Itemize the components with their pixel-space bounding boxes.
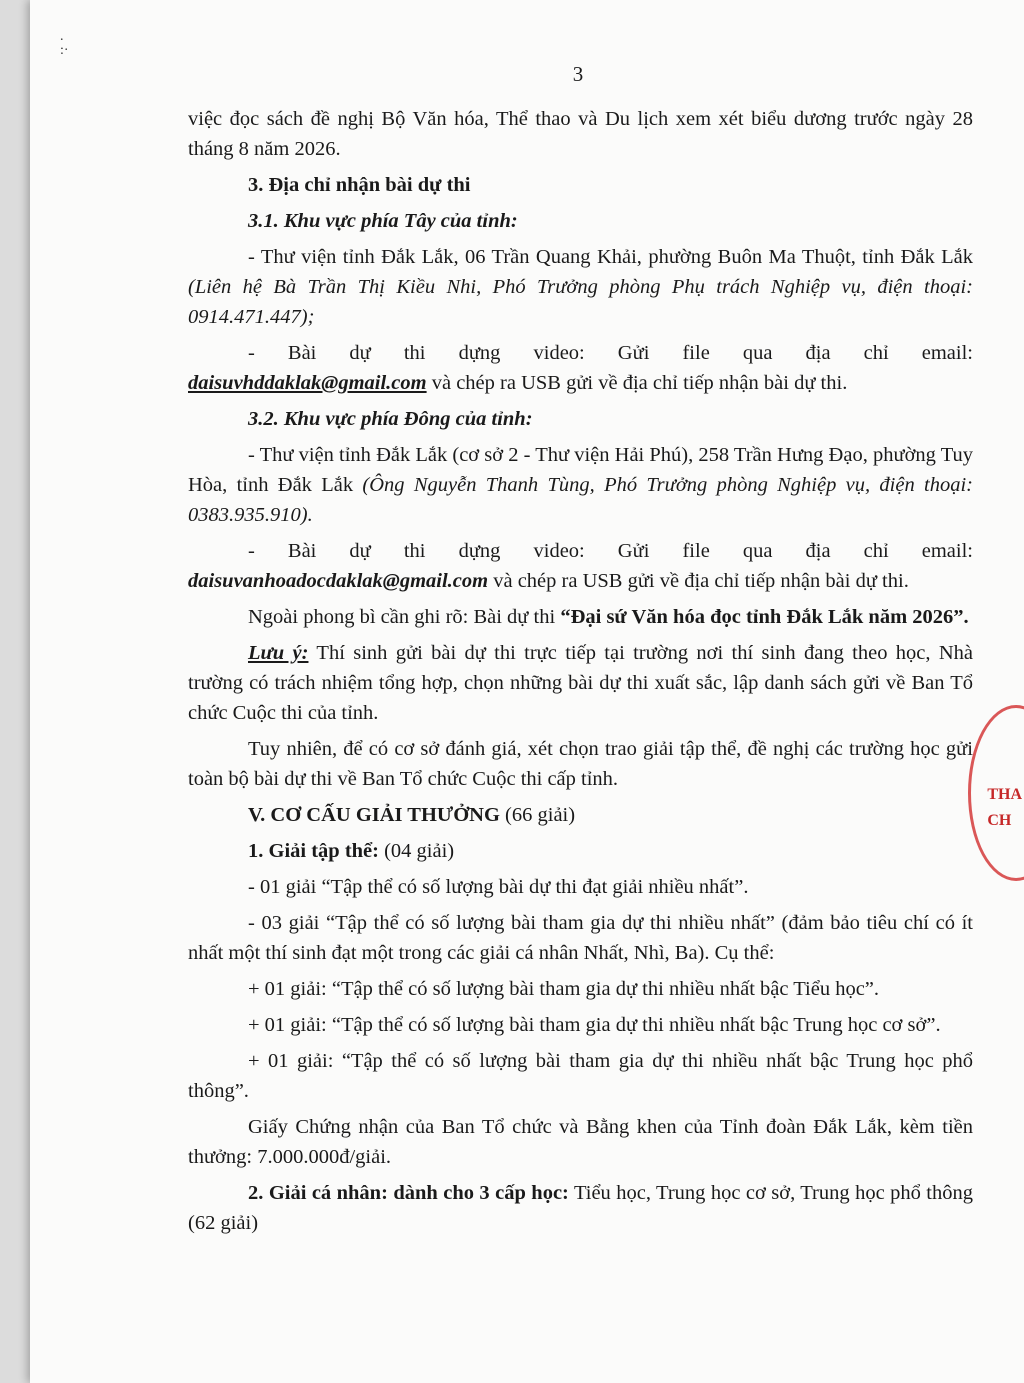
collective-prize-2c: + 01 giải: “Tập thể có số lượng bài tham gia dự thi nhiều nhất bậc Trung học phổ thông”. [188,1050,973,1102]
east-video-line: - Bài dự thi dựng video: Gửi file qua địa chỉ email: [248,540,973,562]
however-paragraph: Tuy nhiên, để có cơ sở đánh giá, xét chọn trao giải tập thể, đề nghị các trường học gửi toàn bộ bài dự thi về Ban Tổ chức Cuộc thi cấp tỉnh. [188,738,973,790]
document-body [188,104,973,1244]
contest-title: “Đại sứ Văn hóa đọc tỉnh Đắk Lắk năm 2026”. [560,606,969,628]
collective-prize-2b: + 01 giải: “Tập thể có số lượng bài tham gia dự thi nhiều nhất bậc Trung học cơ sở”. [248,1014,941,1036]
collective-prize-2a: + 01 giải: “Tập thể có số lượng bài tham gia dự thi nhiều nhất bậc Tiểu học”. [248,978,880,1000]
scan-marks: . :· [60,29,69,58]
east-library-address: - Thư viện tỉnh Đắk Lắk (cơ sở 2 - Thư viện Hải Phú), 258 Trần Hưng Đạo, phường Tuy Hòa, tỉnh Đắk Lắk (Ông Nguyễn Thanh Tùng, Phó Trưởng phòng Nghiệp vụ, điện thoại: 0383.935.910). [188,444,973,526]
section-v-heading: V. CƠ CẤU GIẢI THƯỞNG (66 giải) [248,804,576,826]
section-3-heading: 3. Địa chỉ nhận bài dự thi [248,174,471,196]
envelope-instruction: Ngoài phong bì cần ghi rõ: Bài dự thi “Đại sứ Văn hóa đọc tỉnh Đắk Lắk năm 2026”. [248,606,969,628]
section-3-2-heading: 3.2. Khu vực phía Đông của tỉnh: [248,408,533,430]
certificate-paragraph: Giấy Chứng nhận của Ban Tổ chức và Bằng khen của Tỉnh đoàn Đắk Lắk, kèm tiền thưởng: 7.000.000đ/giải. [188,1116,973,1168]
west-email-link[interactable]: daisuvhddaklak@gmail.com [188,372,427,394]
west-video-line: - Bài dự thi dựng video: Gửi file qua địa chỉ email: [248,342,973,364]
collective-prize-1: - 01 giải “Tập thể có số lượng bài dự thi đạt giải nhiều nhất”. [248,876,749,898]
section-3-1-heading: 3.1. Khu vực phía Tây của tỉnh: [248,210,518,232]
note-paragraph: Lưu ý: Thí sinh gửi bài dự thi trực tiếp tại trường nơi thí sinh đang theo học, Nhà trường có trách nhiệm tổng hợp, chọn những bài dự thi xuất sắc, lập danh sách gửi về Ban Tổ chức Cuộc thi của tỉnh. [188,642,973,724]
individual-prize-heading: 2. Giải cá nhân: dành cho 3 cấp học: Tiểu học, Trung học cơ sở, Trung học phổ thông (62 giải) [188,1182,973,1234]
note-label: Lưu ý: [248,642,309,664]
collective-prize-heading: 1. Giải tập thể: (04 giải) [248,840,455,862]
east-email-link[interactable]: daisuvanhoadocdaklak@gmail.com [188,570,489,592]
collective-prize-2: - 03 giải “Tập thể có số lượng bài tham gia dự thi nhiều nhất” (đảm bảo tiêu chí có ít nhất một thí sinh đạt một trong các giải cá nhân Nhất, Nhì, Ba). Cụ thể: [188,912,973,964]
east-contact: (Ông Nguyễn Thanh Tùng, Phó Trưởng phòng Nghiệp vụ, điện thoại: 0383.935.910). [188,474,973,526]
document-page [30,0,1024,1383]
paragraph-reading-praise: việc đọc sách đề nghị Bộ Văn hóa, Thể thao và Du lịch xem xét biểu dương trước ngày 28 tháng 8 năm 2026. [188,108,973,160]
west-library-address: - Thư viện tỉnh Đắk Lắk, 06 Trần Quang Khải, phường Buôn Ma Thuột, tỉnh Đắk Lắk (Liên hệ Bà Trần Thị Kiều Nhi, Phó Trưởng phòng Phụ trách Nghiệp vụ, điện thoại: 0914.471.447); [188,246,973,328]
west-email-line: daisuvhddaklak@gmail.com và chép ra USB gửi về địa chỉ tiếp nhận bài dự thi. [188,372,848,394]
west-contact: (Liên hệ Bà Trần Thị Kiều Nhi, Phó Trưởng phòng Phụ trách Nghiệp vụ, điện thoại: 0914.471.447); [188,276,973,328]
page-number: 3 [572,62,584,86]
east-email-line: daisuvanhoadocdaklak@gmail.com và chép ra USB gửi về địa chỉ tiếp nhận bài dự thi. [188,570,909,592]
seal-fragment-text: THA CH [987,786,1022,829]
